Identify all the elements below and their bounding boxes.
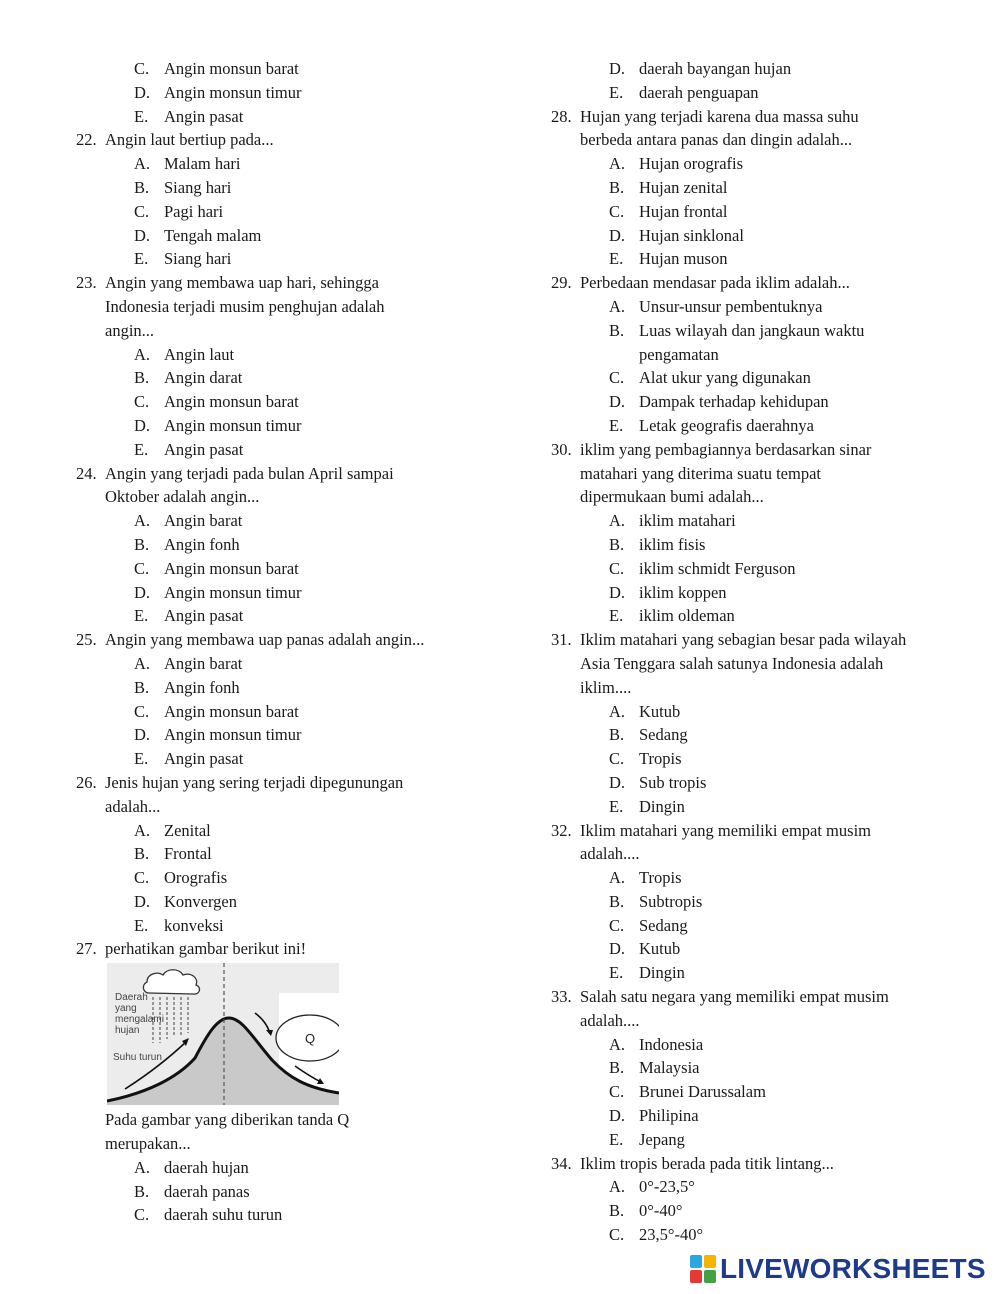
option-text: Malam hari <box>164 154 241 174</box>
option-text: daerah bayangan hujan <box>639 59 792 78</box>
option-text: Kutub <box>639 701 681 721</box>
option-text: Angin monsun barat <box>164 59 299 78</box>
option-letter: E. <box>134 249 149 269</box>
option-text: Angin darat <box>164 368 243 388</box>
option-letter: D. <box>609 582 626 602</box>
option-letter: B. <box>609 534 625 554</box>
question-number: 28. <box>551 106 572 126</box>
option-letter: D. <box>609 939 626 959</box>
option-row[interactable] <box>551 866 951 890</box>
option-text: Kutub <box>639 939 681 959</box>
option-letter: B. <box>609 725 625 745</box>
question-27 <box>76 937 516 1227</box>
option-row[interactable] <box>551 914 951 938</box>
option-letter: B. <box>134 177 150 197</box>
option-row[interactable] <box>76 390 516 414</box>
option-text: Siang hari <box>164 177 232 197</box>
option-row[interactable] <box>551 557 951 581</box>
option-row[interactable] <box>551 533 951 557</box>
question-28 <box>551 105 951 272</box>
option-row[interactable] <box>551 509 951 533</box>
question-text: Angin yang terjadi pada bulan April sampai <box>105 463 394 483</box>
option-row[interactable] <box>76 57 516 81</box>
option-row[interactable] <box>76 604 516 628</box>
option-text: Brunei Darussalam <box>639 1082 766 1102</box>
option-row[interactable] <box>76 509 516 533</box>
question-number: 34. <box>551 1153 572 1173</box>
option-text: Dingin <box>639 963 685 983</box>
option-row[interactable] <box>76 200 516 224</box>
option-letter: C. <box>609 558 625 578</box>
option-row[interactable] <box>76 652 516 676</box>
option-text: iklim fisis <box>639 534 706 554</box>
option-letter: D. <box>134 225 151 245</box>
question-text: Asia Tenggara salah satunya Indonesia adalah <box>580 653 884 673</box>
option-text: Angin monsun timur <box>164 725 302 745</box>
option-row[interactable] <box>76 1203 516 1227</box>
option-letter: C. <box>134 201 150 221</box>
option-letter: A. <box>609 1177 626 1197</box>
option-text: Angin pasat <box>164 606 244 626</box>
option-text: Sub tropis <box>639 772 707 792</box>
question-text: Angin yang membawa uap panas adalah angin... <box>105 630 425 650</box>
option-letter: C. <box>134 1205 150 1225</box>
option-letter: E. <box>609 249 624 269</box>
question-text: merupakan... <box>105 1134 191 1154</box>
liveworksheets-wordmark: LIVEWORKSHEETS <box>720 1253 986 1284</box>
option-text: daerah suhu turun <box>164 1205 283 1225</box>
question-31 <box>551 628 951 818</box>
option-letter: D. <box>609 225 626 245</box>
orographic-rain-figure <box>107 963 339 1105</box>
option-row[interactable] <box>76 224 516 248</box>
option-letter: A. <box>609 154 626 174</box>
option-row[interactable] <box>551 295 951 319</box>
option-row[interactable] <box>76 438 516 462</box>
option-text: iklim schmidt Ferguson <box>639 558 796 578</box>
option-row[interactable] <box>76 1180 516 1204</box>
option-row[interactable] <box>76 343 516 367</box>
question-text: Perbedaan mendasar pada iklim adalah... <box>580 273 850 293</box>
liveworksheets-logo[interactable] <box>690 1252 986 1286</box>
option-text: 0°-40° <box>639 1201 683 1221</box>
option-text: Angin monsun barat <box>164 392 299 412</box>
option-row[interactable] <box>551 200 951 224</box>
option-row[interactable] <box>551 152 951 176</box>
option-row[interactable] <box>551 890 951 914</box>
option-text: Subtropis <box>639 891 703 911</box>
option-row[interactable] <box>76 914 516 938</box>
option-letter: B. <box>609 1201 625 1221</box>
option-text: Dingin <box>639 796 685 816</box>
option-text: Zenital <box>164 820 211 840</box>
option-letter: A. <box>134 653 151 673</box>
option-letter: B. <box>609 1058 625 1078</box>
option-row[interactable] <box>551 224 951 248</box>
option-text: Pagi hari <box>164 201 224 221</box>
option-letter: B. <box>134 1181 150 1201</box>
option-row[interactable] <box>551 319 951 343</box>
option-letter: A. <box>609 1034 626 1054</box>
option-row[interactable] <box>551 57 951 81</box>
option-text: Sedang <box>639 725 688 745</box>
option-row[interactable] <box>76 81 516 105</box>
option-row[interactable] <box>551 1223 951 1247</box>
option-letter: D. <box>134 415 151 435</box>
question-text: Iklim matahari yang sebagian besar pada wilayah <box>580 630 907 650</box>
option-text: Orografis <box>164 868 228 888</box>
option-row[interactable] <box>551 247 951 271</box>
option-text: Angin pasat <box>164 106 244 126</box>
option-text: Konvergen <box>164 891 238 911</box>
option-text: Angin monsun barat <box>164 558 299 578</box>
option-letter: B. <box>134 844 150 864</box>
question-22 <box>76 128 516 271</box>
option-row[interactable] <box>551 795 951 819</box>
option-text: iklim matahari <box>639 511 736 531</box>
left-column <box>76 57 516 1227</box>
question-29 <box>551 271 951 438</box>
option-text: daerah hujan <box>164 1157 249 1177</box>
option-text: Philipina <box>639 1106 699 1126</box>
option-letter: E. <box>609 963 624 983</box>
option-row[interactable] <box>551 390 951 414</box>
option-letter: E. <box>134 915 149 935</box>
option-row[interactable] <box>551 961 951 985</box>
liveworksheets-logo-icon <box>690 1255 716 1283</box>
option-row[interactable] <box>551 937 951 961</box>
temp-drop-label: Suhu turun <box>113 1052 162 1064</box>
option-row[interactable] <box>551 581 951 605</box>
option-text: Jepang <box>639 1129 685 1149</box>
option-letter: B. <box>134 677 150 697</box>
question-number: 27. <box>76 939 97 959</box>
option-letter: D. <box>134 725 151 745</box>
question-text: Angin yang membawa uap hari, sehingga <box>105 273 380 293</box>
option-row[interactable] <box>76 890 516 914</box>
option-text: iklim koppen <box>639 582 727 602</box>
question-text: Iklim tropis berada pada titik lintang... <box>580 1153 834 1173</box>
option-row[interactable] <box>76 152 516 176</box>
option-letter: E. <box>134 749 149 769</box>
option-row[interactable] <box>551 366 951 390</box>
option-text: Luas wilayah dan jangkaun waktu <box>639 320 865 340</box>
option-row[interactable] <box>551 723 951 747</box>
option-text: Letak geografis daerahnya <box>639 415 814 435</box>
question-26 <box>76 771 516 938</box>
option-text: Angin monsun timur <box>164 415 302 435</box>
option-letter: C. <box>609 749 625 769</box>
option-text: konveksi <box>164 915 224 935</box>
option-text: Hujan muson <box>639 249 728 269</box>
option-text: Dampak terhadap kehidupan <box>639 392 829 412</box>
question-34 <box>551 1152 951 1247</box>
option-text: Angin fonh <box>164 677 240 697</box>
option-letter: B. <box>609 320 625 340</box>
rain-area-label: yang <box>115 1003 137 1015</box>
option-text: Malaysia <box>639 1058 700 1078</box>
option-text: Indonesia <box>639 1034 704 1054</box>
right-column <box>551 57 951 1247</box>
question-number: 31. <box>551 630 572 650</box>
question-23 <box>76 271 516 461</box>
option-row[interactable] <box>551 1175 951 1199</box>
option-letter: B. <box>609 177 625 197</box>
option-text: Hujan zenital <box>639 177 728 197</box>
option-text: Tropis <box>639 749 682 769</box>
option-letter: A. <box>134 154 151 174</box>
option-text: daerah penguapan <box>639 82 759 102</box>
option-letter: A. <box>609 701 626 721</box>
option-row[interactable] <box>76 866 516 890</box>
question-number: 26. <box>76 772 97 792</box>
option-text: Tropis <box>639 868 682 888</box>
question-25 <box>76 628 516 771</box>
option-text: Angin monsun barat <box>164 701 299 721</box>
option-row[interactable] <box>76 581 516 605</box>
question-text: Oktober adalah angin... <box>105 487 260 507</box>
option-row[interactable] <box>76 105 516 129</box>
option-letter: A. <box>134 344 151 364</box>
option-row[interactable] <box>551 1033 951 1057</box>
option-letter: D. <box>609 1106 626 1126</box>
option-row[interactable] <box>551 414 951 438</box>
option-text: iklim oldeman <box>639 606 735 626</box>
question-text: adalah.... <box>580 844 640 864</box>
option-text: Angin barat <box>164 653 243 673</box>
option-letter: C. <box>134 701 150 721</box>
option-letter: E. <box>609 82 624 102</box>
option-letter: C. <box>134 868 150 888</box>
option-row[interactable] <box>551 771 951 795</box>
option-letter: D. <box>609 392 626 412</box>
option-row[interactable] <box>76 247 516 271</box>
option-text: Angin laut <box>164 344 235 364</box>
option-letter: D. <box>134 82 151 102</box>
question-text: Jenis hujan yang sering terjadi dipegunungan <box>105 772 404 792</box>
option-letter: A. <box>609 868 626 888</box>
option-letter: C. <box>609 1225 625 1245</box>
question-number: 29. <box>551 273 572 293</box>
option-row[interactable] <box>551 1199 951 1223</box>
option-letter: D. <box>609 59 626 78</box>
option-letter: E. <box>609 1129 624 1149</box>
option-letter: E. <box>609 606 624 626</box>
option-letter: E. <box>134 606 149 626</box>
option-letter: D. <box>134 891 151 911</box>
option-letter: C. <box>134 558 150 578</box>
option-row[interactable] <box>76 414 516 438</box>
option-letter: E. <box>134 106 149 126</box>
question-number: 32. <box>551 820 572 840</box>
rain-area-label: Daerah <box>115 992 148 1004</box>
option-text: Alat ukur yang digunakan <box>639 368 811 388</box>
question-text: adalah.... <box>580 1010 640 1030</box>
option-text: Hujan sinklonal <box>639 225 744 245</box>
option-row[interactable] <box>76 700 516 724</box>
option-row[interactable] <box>551 1056 951 1080</box>
option-text: Unsur-unsur pembentuknya <box>639 296 823 316</box>
question-text: matahari yang diterima suatu tempat <box>580 463 821 483</box>
option-text: Frontal <box>164 844 212 864</box>
option-text: Angin monsun timur <box>164 582 302 602</box>
option-row[interactable] <box>76 747 516 771</box>
option-text: Angin fonh <box>164 534 240 554</box>
question-text: berbeda antara panas dan dingin adalah... <box>580 130 853 150</box>
option-letter: B. <box>134 534 150 554</box>
option-row[interactable] <box>551 604 951 628</box>
option-row[interactable] <box>76 819 516 843</box>
option-letter: C. <box>609 915 625 935</box>
question-number: 25. <box>76 630 97 650</box>
option-text: Siang hari <box>164 249 232 269</box>
question-text: Iklim matahari yang memiliki empat musim <box>580 820 871 840</box>
option-letter: A. <box>609 511 626 531</box>
option-letter: E. <box>609 415 624 435</box>
option-letter: E. <box>134 439 149 459</box>
rain-area-label: hujan <box>115 1025 140 1037</box>
option-text: Hujan frontal <box>639 201 728 221</box>
question-text: iklim yang pembagiannya berdasarkan sinar <box>580 439 872 459</box>
question-text: Angin laut bertiup pada... <box>105 130 274 150</box>
question-24 <box>76 462 516 629</box>
option-row[interactable] <box>551 81 951 105</box>
option-letter: A. <box>134 820 151 840</box>
option-text: Hujan orografis <box>639 154 744 174</box>
question-text: Hujan yang terjadi karena dua massa suhu <box>580 106 859 126</box>
option-row[interactable] <box>76 1156 516 1180</box>
option-row[interactable] <box>551 176 951 200</box>
option-text: Sedang <box>639 915 688 935</box>
question-text: Salah satu negara yang memiliki empat musim <box>580 987 889 1007</box>
option-text-continued: pengamatan <box>639 344 719 364</box>
option-row[interactable] <box>551 1104 951 1128</box>
option-text: Angin pasat <box>164 749 244 769</box>
q-label: Q <box>304 1031 316 1047</box>
option-row[interactable] <box>76 676 516 700</box>
option-row[interactable] <box>551 700 951 724</box>
option-letter: C. <box>609 368 625 388</box>
option-letter: B. <box>134 368 150 388</box>
option-row[interactable] <box>76 557 516 581</box>
question-number: 33. <box>551 987 572 1007</box>
option-letter: B. <box>609 891 625 911</box>
option-row[interactable] <box>551 1080 951 1104</box>
question-33 <box>551 985 951 1152</box>
option-row[interactable] <box>76 533 516 557</box>
option-letter: A. <box>134 511 151 531</box>
option-text: Tengah malam <box>164 225 262 245</box>
question-text: angin... <box>105 320 155 340</box>
option-letter: D. <box>134 582 151 602</box>
option-row[interactable] <box>551 747 951 771</box>
option-text: Angin monsun timur <box>164 82 302 102</box>
option-row[interactable] <box>76 366 516 390</box>
question-30 <box>551 438 951 628</box>
option-letter: C. <box>609 1082 625 1102</box>
option-row[interactable] <box>551 1128 951 1152</box>
option-letter: A. <box>609 296 626 316</box>
option-letter: A. <box>134 1157 151 1177</box>
option-text: daerah panas <box>164 1181 250 1201</box>
option-text: 23,5°-40° <box>639 1225 704 1245</box>
option-row[interactable] <box>76 176 516 200</box>
orographic-rain-diagram <box>107 963 339 1105</box>
option-row[interactable] <box>76 842 516 866</box>
question-text: dipermukaan bumi adalah... <box>580 487 764 507</box>
option-letter: D. <box>609 772 626 792</box>
option-text: Angin barat <box>164 511 243 531</box>
question-number: 22. <box>76 130 97 150</box>
question-text: perhatikan gambar berikut ini! <box>105 939 307 959</box>
question-text: adalah... <box>105 796 161 816</box>
option-text: Angin pasat <box>164 439 244 459</box>
question-text: iklim.... <box>580 677 632 697</box>
rain-area-label: mengalami <box>115 1014 164 1026</box>
question-number: 30. <box>551 439 572 459</box>
question-32 <box>551 819 951 986</box>
option-letter: C. <box>609 201 625 221</box>
question-text: Indonesia terjadi musim penghujan adalah <box>105 296 385 316</box>
option-letter: C. <box>134 392 150 412</box>
question-number: 23. <box>76 273 97 293</box>
option-row[interactable] <box>76 723 516 747</box>
option-letter: E. <box>609 796 624 816</box>
option-letter: C. <box>134 59 150 78</box>
option-text: 0°-23,5° <box>639 1177 695 1197</box>
question-text: Pada gambar yang diberikan tanda Q <box>105 1110 350 1130</box>
question-number: 24. <box>76 463 97 483</box>
